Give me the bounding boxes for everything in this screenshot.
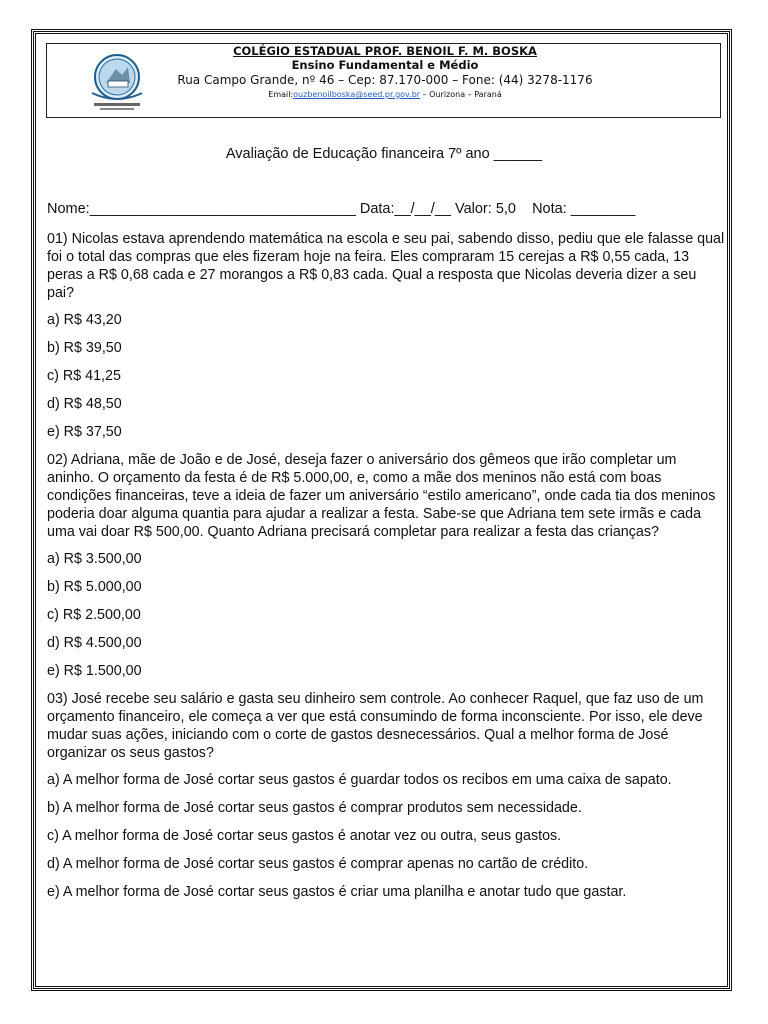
question-1-option-a: a) R$ 43,20 [47,312,122,328]
question-2-option-c: c) R$ 2.500,00 [47,607,141,623]
student-info-line: Nome:_________________________________ Data:__/__/__ Valor: 5,0 Nota: ________ [47,201,636,217]
question-3-option-b: b) A melhor forma de José cortar seus gastos é comprar produtos sem necessidade. [47,800,582,816]
school-name: COLÉGIO ESTADUAL PROF. BENOIL F. M. BOSKA [233,44,537,58]
email-suffix: – Ourizona – Paraná [420,90,502,99]
exam-content [47,230,727,911]
exam-title: Avaliação de Educação financeira 7º ano ______ [225,146,543,162]
email-prefix: Email: [268,90,294,99]
question-3-option-d: d) A melhor forma de José cortar seus gastos é comprar apenas no cartão de crédito. [47,856,589,872]
question-1-option-e: e) R$ 37,50 [47,424,122,440]
question-3-text: 03) José recebe seu salário e gasta seu dinheiro sem controle. Ao conhecer Raquel, que faz uso de um orçamento financeiro, ele começa a ver que está consumindo de forma inconsciente. Por isso, ele deve mudar suas ações, iniciando com o corte de gastos desnecessários. Qual a melhor forma de José organizar os seus gastos? [47,691,704,761]
question-2-option-b: b) R$ 5.000,00 [47,579,142,595]
question-2-text: 02) Adriana, mãe de João e de José, deseja fazer o aniversário dos gêmeos que irão completar um aninho. O orçamento da festa é de R$ 5.000,00, e, como a mãe dos meninos não está com boas condições financeiras, teve a ideia de fazer um aniversário “estilo americano”, onde cada tia dos meninos poderia doar alguma quantia para ajudar a realizar a festa. Sabe-se que Adriana tem sete irmãs e cada uma vai doar R$ 500,00. Quanto Adriana precisará completar para realizar a festa das crianças? [47,452,716,540]
question-1-text: 01) Nicolas estava aprendendo matemática na escola e seu pai, sabendo disso, pediu que ele falasse qual foi o total das compras que eles fizeram hoje na feira. Eles compraram 15 cerejas a R$ 0,55 cada, 13 peras a R$ 0,68 cada e 27 morangos a R$ 0,83 cada. Qual a resposta que Nicolas deveria dizer a seu pai? [47,231,725,301]
school-logo-icon [82,53,152,115]
question-3-option-a: a) A melhor forma de José cortar seus gastos é guardar todos os recibos em uma caixa de sapato. [47,772,672,788]
question-1-option-d: d) R$ 48,50 [47,396,122,412]
question-2-option-e: e) R$ 1.500,00 [47,663,142,679]
question-2-option-d: d) R$ 4.500,00 [47,635,142,651]
question-2-option-a: a) R$ 3.500,00 [47,551,142,567]
school-level: Ensino Fundamental e Médio [291,58,479,72]
school-email-line [160,89,610,100]
email-link[interactable]: ouzbenoilboska@seed.pr.gov.br [293,90,421,99]
school-address: Rua Campo Grande, nº 46 – Cep: 87.170-000 – Fone: (44) 3278-1176 [177,73,593,87]
question-1-option-b: b) R$ 39,50 [47,340,122,356]
question-1-option-c: c) R$ 41,25 [47,368,121,384]
question-3-option-c: c) A melhor forma de José cortar seus gastos é anotar vez ou outra, seus gastos. [47,828,562,844]
question-3-option-e: e) A melhor forma de José cortar seus gastos é criar uma planilha e anotar tudo que gastar. [47,884,627,900]
school-header [160,44,610,100]
